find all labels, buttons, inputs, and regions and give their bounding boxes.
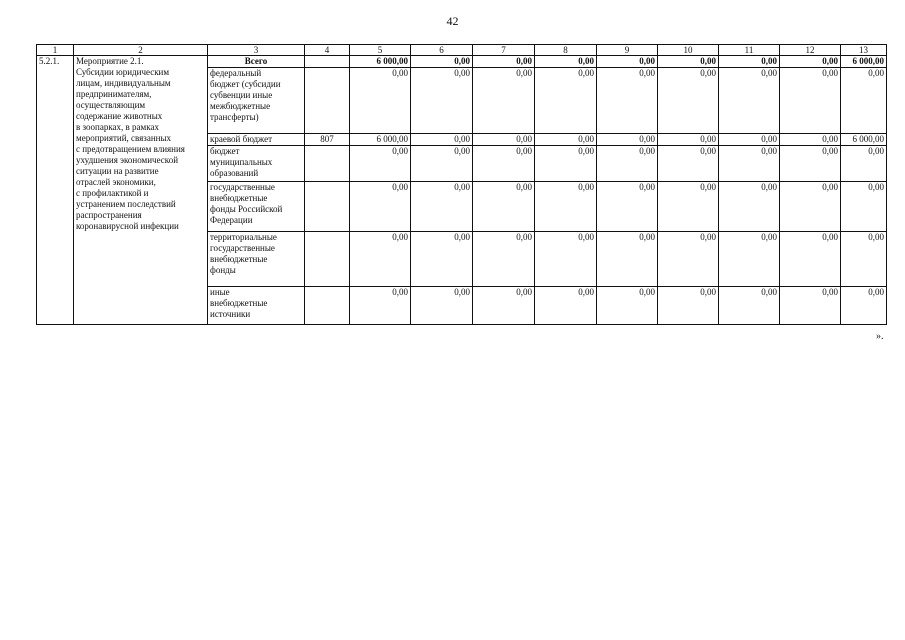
funding-source-cell [208,182,305,232]
source-line: внебюджетные [210,254,268,264]
value-cell: 0,00 [658,56,719,68]
value-cell: 0,00 [411,56,473,68]
value-cell: 0,00 [719,146,780,182]
header-cell: 11 [719,45,780,56]
value-cell: 0,00 [780,68,841,134]
source-line: внебюджетные [210,298,268,308]
source-line: фонды [210,265,236,275]
description-line: содержание животных [76,111,163,121]
header-cell: 3 [208,45,305,56]
value-cell: 0,00 [658,232,719,287]
budget-code-cell [305,68,350,134]
source-line: образований [210,168,259,178]
value-cell: 0,00 [719,182,780,232]
budget-table [36,44,887,325]
funding-source-cell [208,232,305,287]
value-cell: 0,00 [841,68,887,134]
value-cell: 0,00 [411,182,473,232]
header-cell: 8 [535,45,597,56]
source-line: территориальные [210,232,277,242]
description-line: ситуации на развитие [76,166,159,176]
value-cell: 0,00 [719,134,780,146]
budget-code-cell [305,287,350,325]
value-cell: 0,00 [719,232,780,287]
description-line: с профилактикой и [76,188,149,198]
source-line: государственные [210,182,275,192]
budget-code-cell [305,182,350,232]
value-cell: 0,00 [535,56,597,68]
source-line: внебюджетные [210,193,268,203]
value-cell: 0,00 [535,287,597,325]
value-cell: 0,00 [473,287,535,325]
source-line: фонды Российской [210,204,283,214]
description-line: устранением последствий [76,199,176,209]
value-cell: 0,00 [535,68,597,134]
source-line: муниципальных [210,157,273,167]
funding-source-cell: Всего [208,56,305,68]
value-cell: 0,00 [719,56,780,68]
value-cell: 0,00 [597,68,658,134]
source-line: иные [210,287,230,297]
value-cell: 0,00 [535,146,597,182]
description-line: лицам, индивидуальным [76,78,171,88]
value-cell: 0,00 [535,182,597,232]
description-line: осуществляющим [76,100,146,110]
description-line: с предотвращением влияния [76,144,185,154]
description-line: в зоопарках, в рамках [76,122,159,132]
description-line: предпринимателям, [76,89,152,99]
value-cell: 6 000,00 [841,134,887,146]
value-cell: 0,00 [841,146,887,182]
value-cell: 0,00 [597,146,658,182]
source-line: бюджет (субсидии [210,79,281,89]
funding-source-cell [208,146,305,182]
description-line: коронавирусной инфекции [76,221,179,231]
source-line: федеральный [210,68,262,78]
value-cell: 0,00 [350,68,411,134]
header-cell: 4 [305,45,350,56]
value-cell: 0,00 [473,56,535,68]
header-cell: 13 [841,45,887,56]
description-line: Мероприятие 2.1. [76,56,144,66]
value-cell: 0,00 [841,182,887,232]
value-cell: 0,00 [350,287,411,325]
value-cell: 0,00 [597,56,658,68]
table-row [37,56,887,68]
source-line: Федерации [210,215,253,225]
header-cell: 5 [350,45,411,56]
value-cell: 0,00 [719,68,780,134]
value-cell: 0,00 [473,134,535,146]
header-cell: 12 [780,45,841,56]
value-cell: 0,00 [658,134,719,146]
header-cell: 2 [74,45,208,56]
description-line: Субсидии юридическим [76,67,170,77]
header-cell: 7 [473,45,535,56]
budget-code-cell [305,56,350,68]
source-line: межбюджетные [210,101,271,111]
value-cell: 0,00 [411,146,473,182]
header-cell: 1 [37,45,74,56]
description-line: мероприятий, связанных [76,133,172,143]
value-cell: 0,00 [719,287,780,325]
value-cell: 0,00 [535,134,597,146]
value-cell: 6 000,00 [350,134,411,146]
value-cell: 0,00 [597,182,658,232]
source-line: субвенции иные [210,90,273,100]
source-line: государственные [210,243,275,253]
value-cell: 0,00 [411,68,473,134]
page-number: 42 [446,14,459,28]
budget-code-cell [305,146,350,182]
value-cell: 0,00 [597,232,658,287]
value-cell: 0,00 [350,232,411,287]
header-row [37,45,887,56]
source-line: источники [210,309,251,319]
closing-quote: ». [876,331,884,342]
value-cell: 0,00 [473,146,535,182]
header-cell: 6 [411,45,473,56]
item-description-cell [74,56,208,325]
description-line: ухудшения экономической [76,155,179,165]
value-cell: 0,00 [597,134,658,146]
value-cell: 0,00 [473,182,535,232]
value-cell: 0,00 [658,68,719,134]
value-cell: 0,00 [411,232,473,287]
value-cell: 0,00 [780,134,841,146]
funding-source-cell [208,68,305,134]
value-cell: 0,00 [658,287,719,325]
value-cell: 0,00 [350,146,411,182]
value-cell: 0,00 [411,287,473,325]
value-cell: 0,00 [780,287,841,325]
budget-code-cell [305,232,350,287]
value-cell: 0,00 [473,232,535,287]
value-cell: 0,00 [841,287,887,325]
header-cell: 9 [597,45,658,56]
description-line: отраслей экономики, [76,177,156,187]
value-cell: 0,00 [350,182,411,232]
value-cell: 0,00 [473,68,535,134]
value-cell: 0,00 [411,134,473,146]
value-cell: 6 000,00 [350,56,411,68]
value-cell: 0,00 [535,232,597,287]
value-cell: 0,00 [658,146,719,182]
value-cell: 0,00 [658,182,719,232]
source-line: бюджет [210,146,240,156]
funding-source-cell: краевой бюджет [208,134,305,146]
description-line: распространения [76,210,142,220]
value-cell: 0,00 [780,146,841,182]
item-code-cell: 5.2.1. [37,56,74,325]
value-cell: 0,00 [780,182,841,232]
value-cell: 0,00 [780,56,841,68]
source-line: трансферты) [210,112,259,122]
value-cell: 6 000,00 [841,56,887,68]
value-cell: 0,00 [780,232,841,287]
value-cell: 0,00 [597,287,658,325]
value-cell: 0,00 [841,232,887,287]
header-cell: 10 [658,45,719,56]
budget-code-cell: 807 [305,134,350,146]
funding-source-cell [208,287,305,325]
